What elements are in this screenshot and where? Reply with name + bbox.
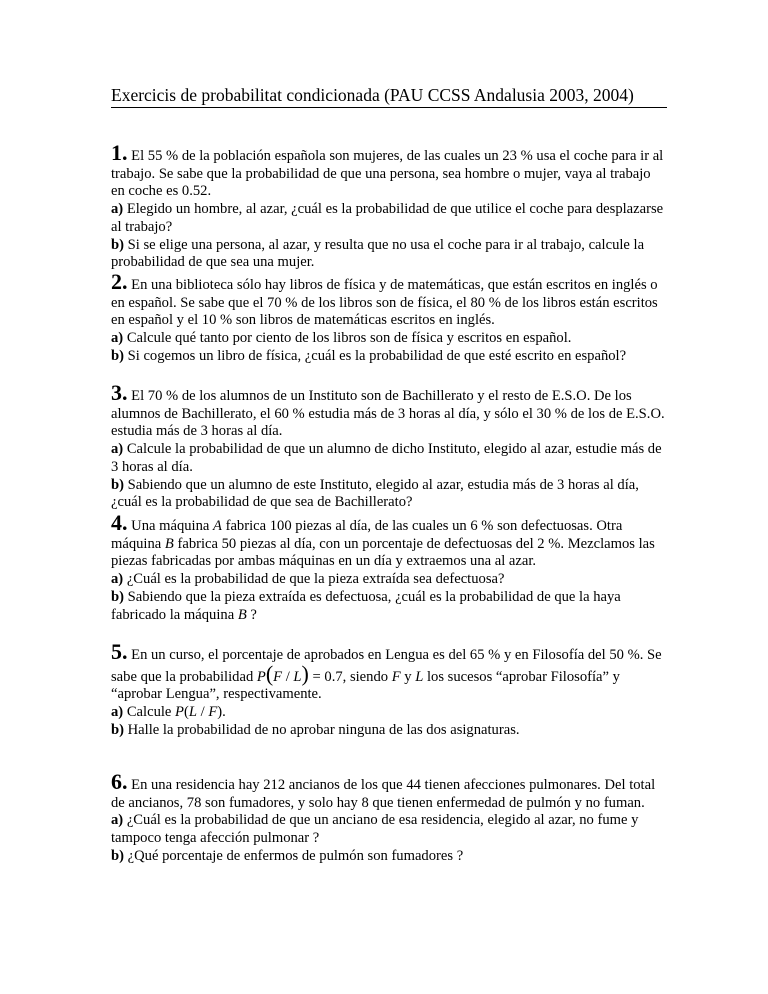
- problem-number: 5.: [111, 639, 128, 664]
- problem-number: 2.: [111, 269, 128, 294]
- problem-2: [111, 269, 667, 366]
- problem-statement: 2. En una biblioteca sólo hay libros de física y de matemáticas, que están escritos en inglés o en español. Se sabe que el 70 % de los libros son de física, el 80 % de los libros están escritos en español y el 10 % son libros de matemáticas escritos en inglés.: [111, 269, 658, 329]
- problem-3: [111, 380, 667, 512]
- problem-part-b: b) Sabiendo que la pieza extraída es defectuosa, ¿cuál es la probabilidad de que la haya fabricado la máquina B ?: [111, 588, 621, 623]
- document-title: Exercicis de probabilitat condicionada (PAU CCSS Andalusia 2003, 2004): [111, 84, 667, 108]
- problem-part-a: a) Calcule P(L / F).: [111, 704, 226, 721]
- problem-5: [111, 639, 667, 740]
- probability-formula: P(F / L) = 0.7: [256, 660, 343, 686]
- problem-part-a: a) Elegido un hombre, al azar, ¿cuál es la probabilidad de que utilice el coche para desplazarse al trabajo?: [111, 201, 664, 235]
- problem-part-a: a) Calcule la probabilidad de que un alumno de dicho Instituto, elegido al azar, estudie más de 3 horas al día.: [111, 441, 662, 475]
- problem-statement: 1. El 55 % de la población española son mujeres, de las cuales un 23 % usa el coche para ir al trabajo. Se sabe que la probabilidad de que una persona, sea hombre o mujer, vaya al trabajo en coche es 0.52.: [111, 140, 664, 200]
- machine-a-var: A: [213, 518, 222, 534]
- problem-number: 1.: [111, 140, 128, 165]
- problem-part-b: b) ¿Qué porcentaje de enfermos de pulmón son fumadores ?: [111, 847, 464, 864]
- problem-part-a: a) ¿Cuál es la probabilidad de que la pieza extraída sea defectuosa?: [111, 571, 505, 588]
- problem-statement: 5. En un curso, el porcentaje de aprobados en Lengua es del 65 % y en Filosofía del 50 %. Se sabe que la probabilidad P(F / L) = 0.7, siendo F y L los sucesos “aprobar Filosofía” y “aprobar Lengua”, respectivamente.: [111, 639, 662, 703]
- problem-1: [111, 140, 667, 272]
- problem-part-a: a) Calcule qué tanto por ciento de los libros son de física y escritos en español.: [111, 330, 572, 347]
- problem-4: [111, 510, 667, 624]
- problem-statement: 3. El 70 % de los alumnos de un Instituto son de Bachillerato y el resto de E.S.O. De los alumnos de Bachillerato, el 60 % estudia más de 3 horas al día, y sólo el 30 % de los de E.S.O. estudia más de 3 horas al día.: [111, 380, 665, 440]
- problem-number: 3.: [111, 380, 128, 405]
- problem-statement: 4. Una máquina A fabrica 100 piezas al día, de las cuales un 6 % son defectuosas. Otra máquina B fabrica 50 piezas al día, con un porcentaje de defectuosas del 2 %. Mezclamos las piezas fabricadas por ambas máquinas en un día y extraemos una al azar.: [111, 510, 655, 570]
- problem-number: 6.: [111, 769, 128, 794]
- problem-6: [111, 769, 667, 866]
- problem-statement: 6. En una residencia hay 212 ancianos de los que 44 tienen afecciones pulmonares. Del total de ancianos, 78 son fumadores, y solo hay 8 que tienen enfermedad de pulmón y no fuman.: [111, 769, 656, 811]
- problem-number: 4.: [111, 510, 128, 535]
- problem-part-b: b) Si se elige una persona, al azar, y resulta que no usa el coche para ir al trabajo, calcule la probabilidad de que sea una mujer.: [111, 236, 645, 271]
- problem-part-b: b) Sabiendo que un alumno de este Instituto, elegido al azar, estudia más de 3 horas al día, ¿cuál es la probabilidad de que sea de Bachillerato?: [111, 476, 639, 511]
- machine-b-var: B: [164, 535, 174, 552]
- problem-part-a: a) ¿Cuál es la probabilidad de que un anciano de esa residencia, elegido al azar, no fume y tampoco tenga afección pulmonar ?: [111, 812, 639, 847]
- problem-part-b: b) Si cogemos un libro de física, ¿cuál es la probabilidad de que esté escrito en español?: [111, 347, 627, 364]
- problem-part-b: b) Halle la probabilidad de no aprobar ninguna de las dos asignaturas.: [111, 721, 520, 738]
